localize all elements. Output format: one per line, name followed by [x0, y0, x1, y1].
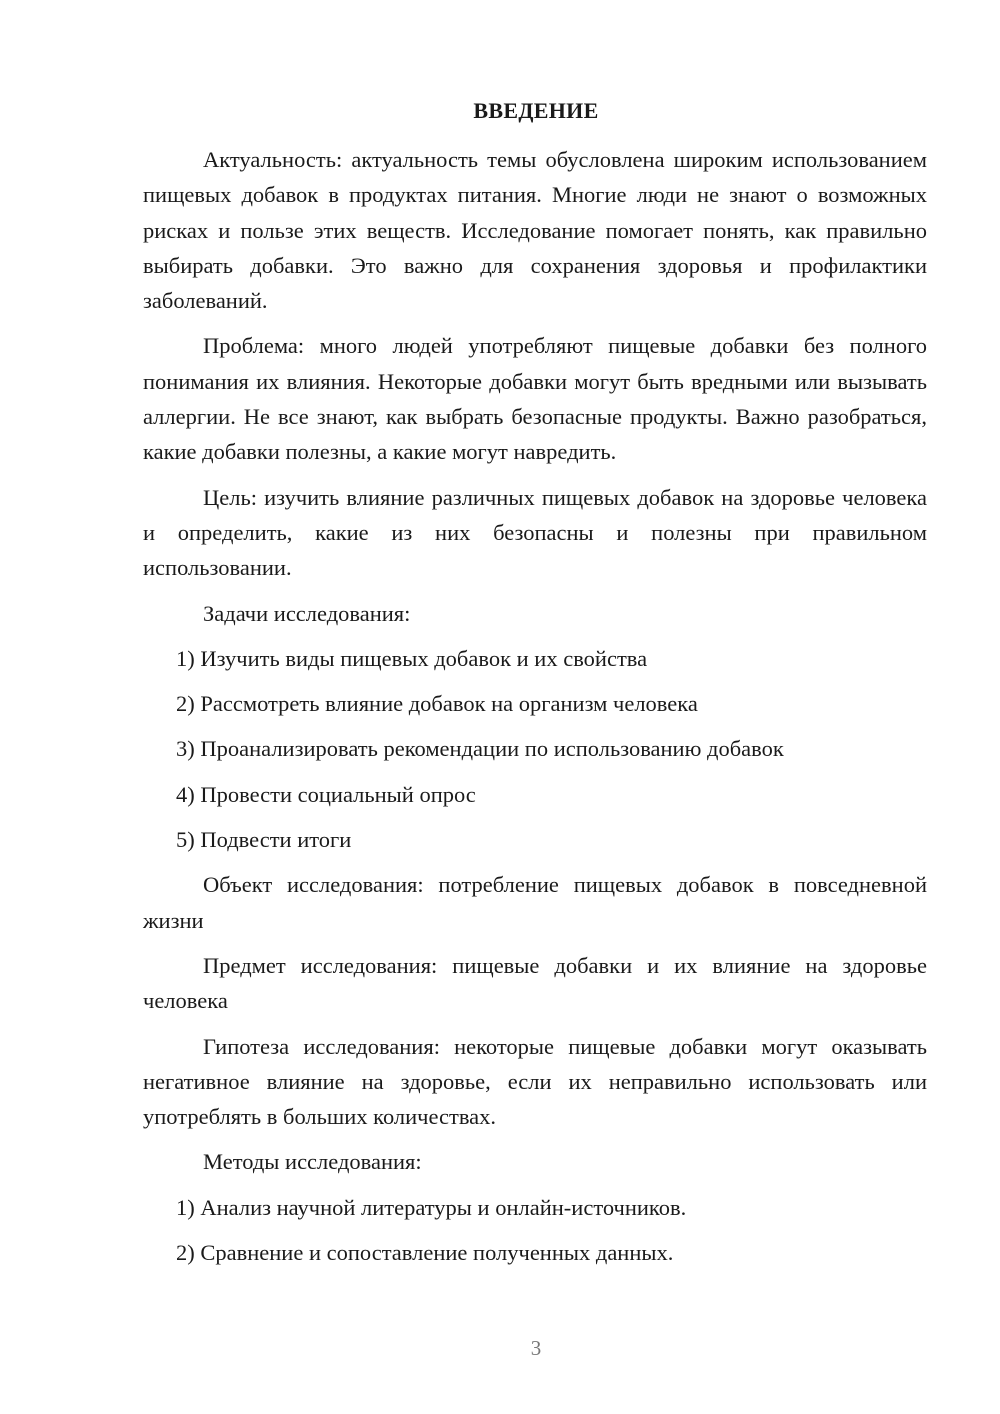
- tasks-list: [143, 641, 927, 857]
- list-item: 2) Рассмотреть влияние добавок на организм человека: [176, 691, 698, 717]
- list-item: 3) Проанализировать рекомендации по использованию добавок: [176, 736, 784, 762]
- list-item: 4) Провести социальный опрос: [176, 781, 476, 807]
- paragraph-problem: Проблема: много людей употребляют пищевые добавки без полного понимания их влияния. Некоторые добавки могут быть вредными или вызывать аллергии. Не все знают, как выбрать безопасные продукты. Важно разобраться, какие добавки полезны, а какие могут навредить.: [143, 333, 927, 465]
- tasks-heading: Задачи исследования:: [203, 600, 411, 626]
- paragraph-hypothesis: Гипотеза исследования: некоторые пищевые добавки могут оказывать негативное влияние на здоровье, если их неправильно использовать или употреблять в больших количествах.: [143, 1033, 927, 1130]
- page-number: 3: [530, 1336, 542, 1360]
- list-item: 1) Анализ научной литературы и онлайн-источников.: [176, 1194, 687, 1220]
- methods-list: [143, 1190, 927, 1271]
- page-title: ВВЕДЕНИЕ: [473, 98, 599, 123]
- list-item: 5) Подвести итоги: [176, 827, 352, 853]
- list-item: 2) Сравнение и сопоставление полученных данных.: [176, 1240, 674, 1266]
- methods-heading: Методы исследования:: [203, 1149, 422, 1175]
- list-item: 1) Изучить виды пищевых добавок и их свойства: [176, 645, 648, 671]
- document-body: [143, 142, 927, 1280]
- paragraph-relevance: Актуальность: актуальность темы обусловлена широким использованием пищевых добавок в продуктах питания. Многие люди не знают о возможных рисках и пользе этих веществ. Исследование помогает понять, как правильно выбирать добавки. Это важно для сохранения здоровья и профилактики заболеваний.: [143, 147, 927, 314]
- paragraph-subject: Предмет исследования: пищевые добавки и их влияние на здоровье человека: [143, 952, 927, 1014]
- paragraph-object: Объект исследования: потребление пищевых добавок в повседневной жизни: [143, 872, 927, 933]
- paragraph-goal: Цель: изучить влияние различных пищевых добавок на здоровье человека и определить, какие из них безопасны и полезны при правильном использовании.: [143, 484, 927, 581]
